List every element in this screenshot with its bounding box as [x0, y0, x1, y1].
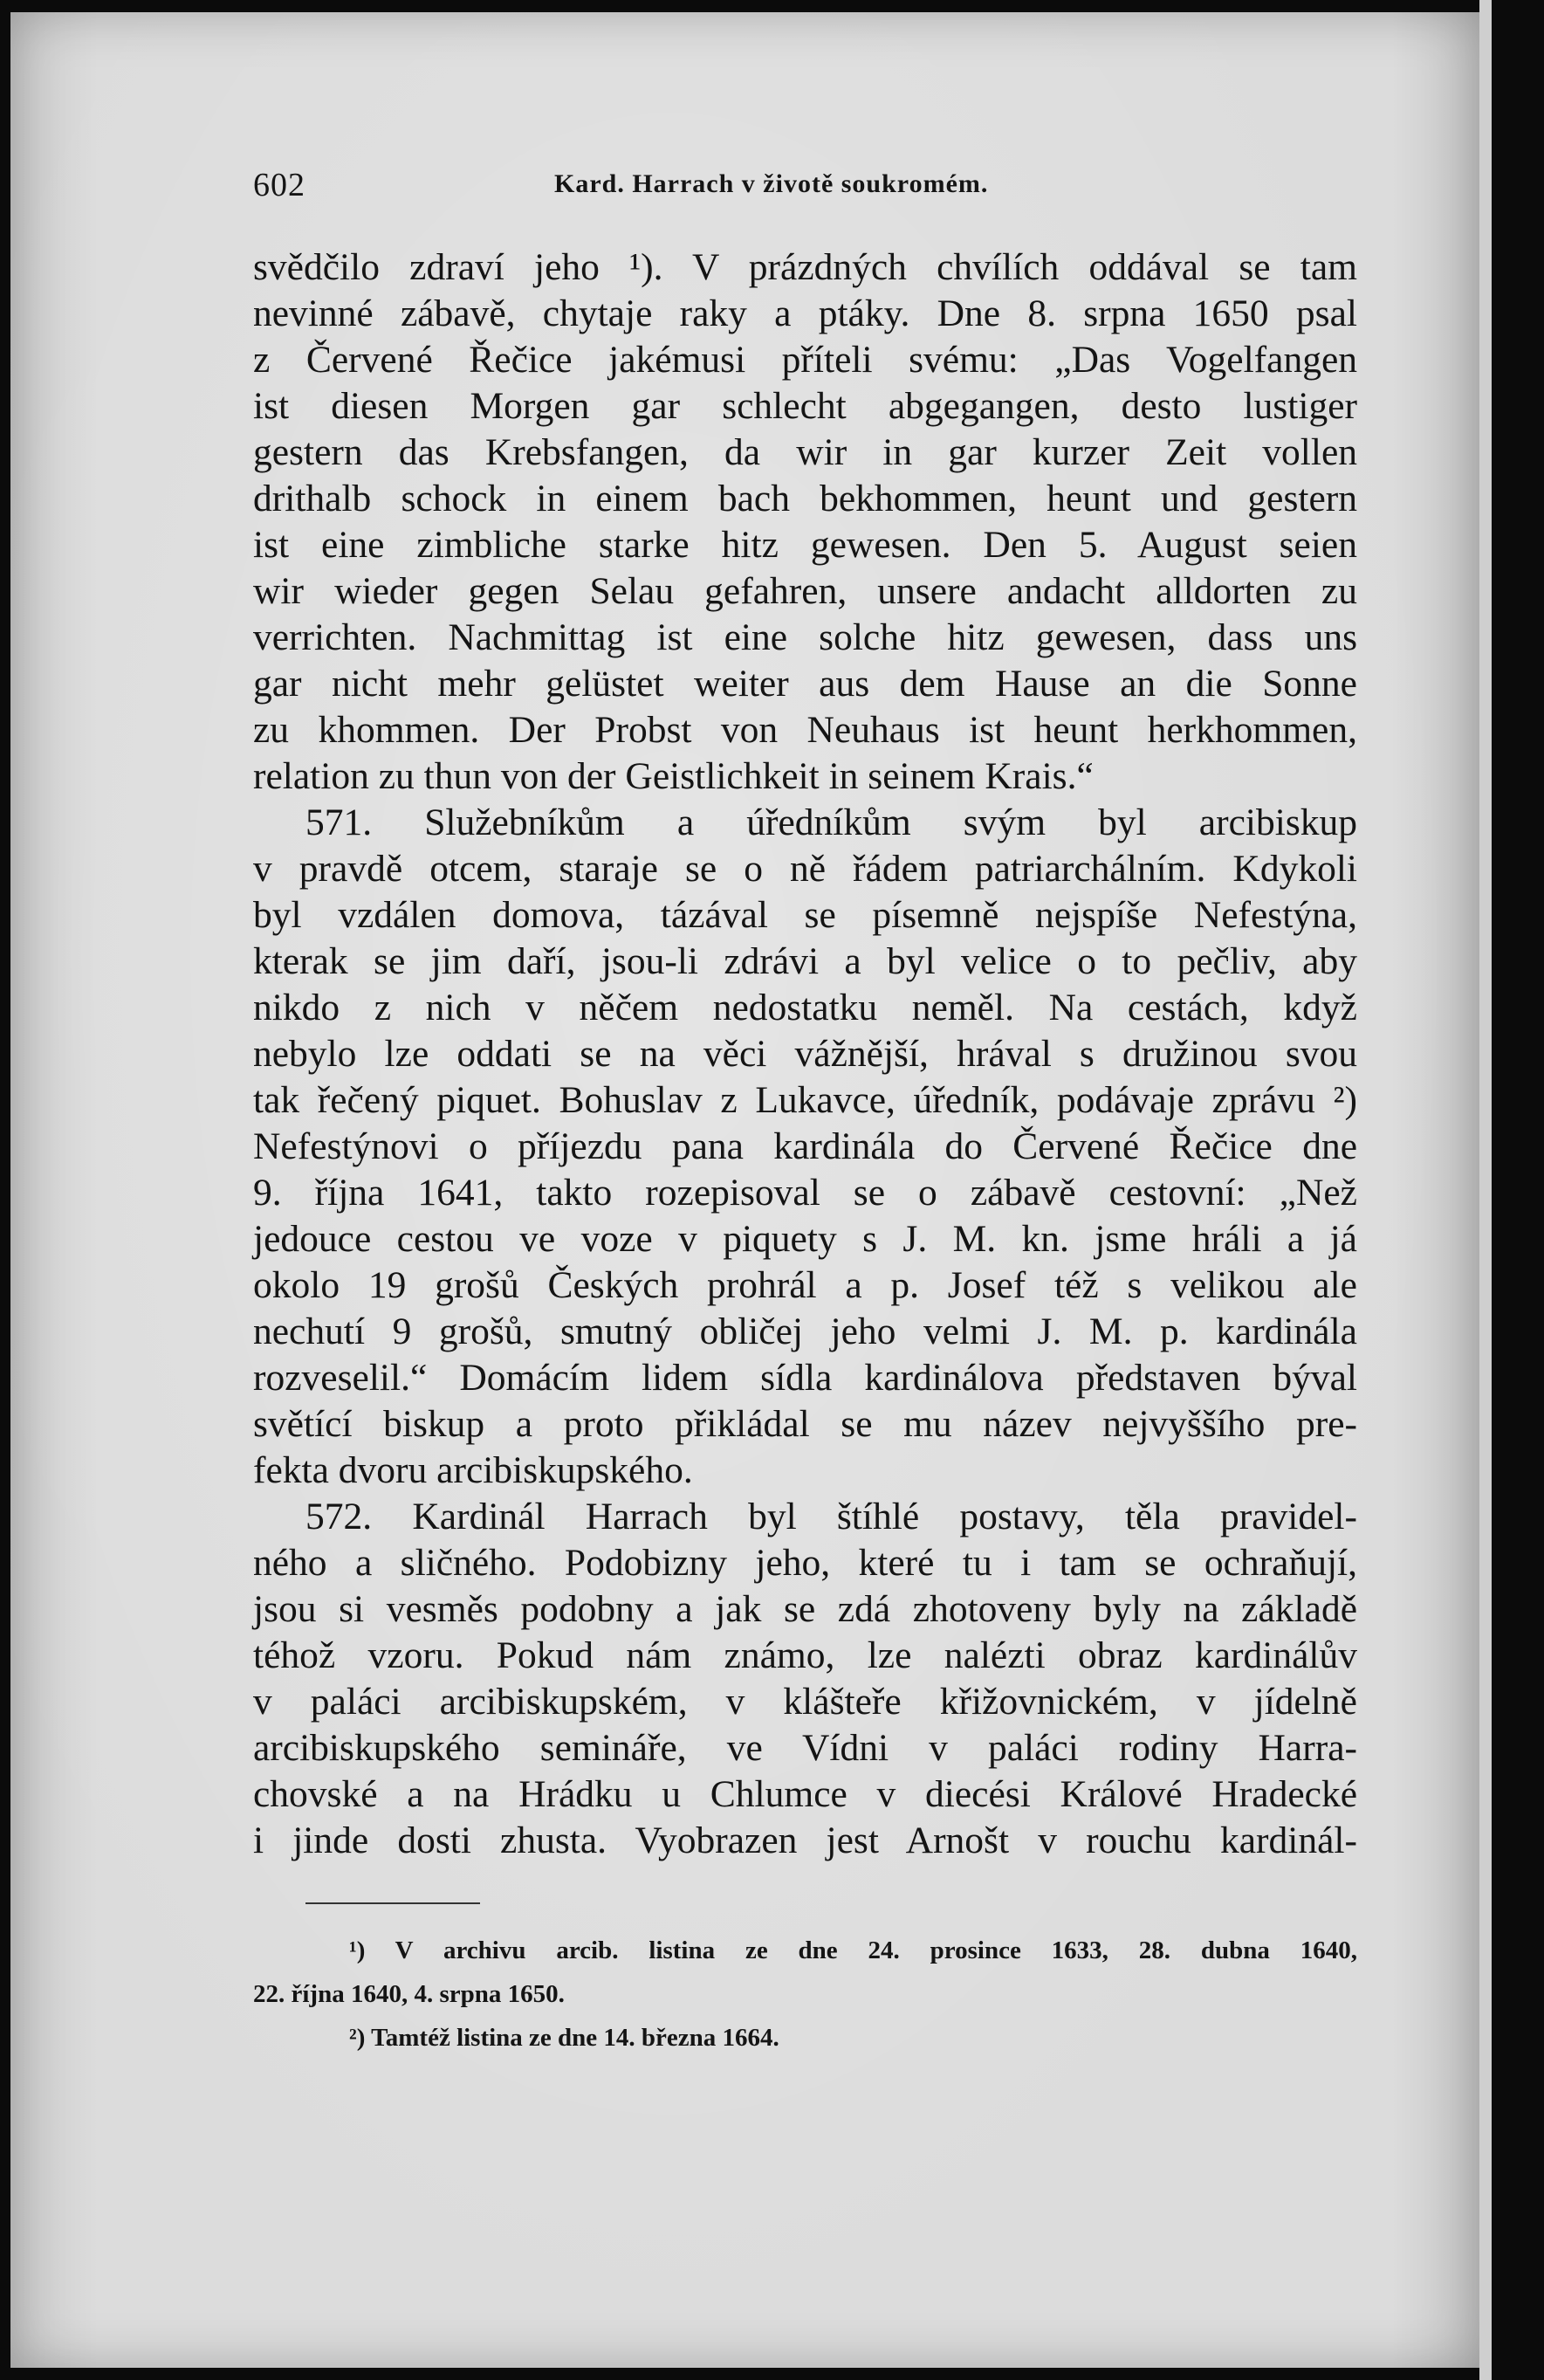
text-line: z Červené Řečice jakémusi příteli svému: „Das Vogelfangen: [253, 339, 1357, 381]
paragraph-start: 572. Kardinál Harrach byl štíhlé postavy, těla pravidel-: [305, 1496, 1357, 1537]
text-line: gar nicht mehr gelüstet weiter aus dem Hause an die Sonne: [253, 663, 1357, 705]
text-line: nevinné zábavě, chytaje raky a ptáky. Dne 8. srpna 1650 psal: [253, 292, 1357, 334]
text-line: tak řečený piquet. Bohuslav z Lukavce, úředník, podávaje zprávu ²): [253, 1079, 1357, 1121]
text-line: Nefestýnovi o příjezdu pana kardinála do Červené Řečice dne: [253, 1125, 1357, 1167]
text-line: nebylo lze oddati se na věci vážnější, hrával s družinou svou: [253, 1033, 1357, 1075]
text-line: byl vzdálen domova, tázával se písemně nejspíše Nefestýna,: [253, 894, 1357, 936]
footnote: ¹) V archivu arcib. listina ze dne 24. prosince 1633, 28. dubna 1640,: [349, 1936, 1357, 1964]
text-line: svědčilo zdraví jeho ¹). V prázdných chvílích oddával se tam: [253, 246, 1357, 288]
footnotes: [253, 1929, 1357, 2060]
text-line: téhož vzoru. Pokud nám známo, lze nalézti obraz kardinálův: [253, 1634, 1357, 1676]
text-line: ist diesen Morgen gar schlecht abgegangen, desto lustiger: [253, 385, 1357, 427]
text-line: gestern das Krebsfangen, da wir in gar kurzer Zeit vollen: [253, 431, 1357, 473]
footnote: ²) Tamtéž listina ze dne 14. března 1664.: [349, 2024, 779, 2052]
text-line: kterak se jim daří, jsou-li zdrávi a byl velice o to pečliv, aby: [253, 940, 1357, 982]
text-line: jsou si vesměs podobny a jak se zdá zhotoveny byly na základě: [253, 1588, 1357, 1630]
text-line: okolo 19 grošů Českých prohrál a p. Josef též s velikou ale: [253, 1264, 1357, 1306]
body-text: [253, 244, 1357, 1864]
text-line: 9. října 1641, takto rozepisoval se o zábavě cestovní: „Než: [253, 1172, 1357, 1214]
running-title: Kard. Harrach v životě soukromém.: [554, 169, 989, 198]
page-number: 602: [253, 167, 305, 203]
page-edge: [1479, 0, 1492, 2380]
book-page: [253, 166, 1357, 2060]
footnote-continuation: 22. října 1640, 4. srpna 1650.: [253, 1980, 565, 2008]
paragraph-start: 571. Služebníkům a úředníkům svým byl arcibiskup: [305, 801, 1357, 843]
text-line: relation zu thun von der Geistlichkeit in seinem Krais.“: [253, 755, 1094, 797]
text-line: fekta dvoru arcibiskupského.: [253, 1449, 693, 1491]
text-line: v paláci arcibiskupském, v klášteře křižovnickém, v jídelně: [253, 1681, 1357, 1723]
text-line: chovské a na Hrádku u Chlumce v diecési Králové Hradecké: [253, 1773, 1357, 1815]
text-line: verrichten. Nachmittag ist eine solche hitz gewesen, dass uns: [253, 616, 1357, 658]
text-line: arcibiskupského semináře, ve Vídni v paláci rodiny Harra-: [253, 1727, 1357, 1769]
text-line: nechutí 9 grošů, smutný obličej jeho velmi J. M. p. kardinála: [253, 1310, 1357, 1352]
text-line: světící biskup a proto přikládal se mu název nejvyššího pre-: [253, 1403, 1357, 1445]
text-line: ného a sličného. Podobizny jeho, které tu i tam se ochraňují,: [253, 1542, 1357, 1584]
text-line: ist eine zimbliche starke hitz gewesen. Den 5. August seien: [253, 524, 1357, 566]
text-line: wir wieder gegen Selau gefahren, unsere andacht alldorten zu: [253, 570, 1357, 612]
page-header: [253, 166, 1357, 210]
text-line: drithalb schock in einem bach bekhommen, heunt und gestern: [253, 478, 1357, 519]
text-line: jedouce cestou ve voze v piquety s J. M. kn. jsme hráli a já: [253, 1218, 1357, 1260]
footnote-divider: [305, 1902, 480, 1904]
text-line: v pravdě otcem, staraje se o ně řádem patriarchálním. Kdykoli: [253, 848, 1357, 890]
text-line: zu khommen. Der Probst von Neuhaus ist heunt herkhommen,: [253, 709, 1357, 751]
text-line: i jinde dosti zhusta. Vyobrazen jest Arnošt v rouchu kardinál-: [253, 1819, 1357, 1861]
text-line: nikdo z nich v něčem nedostatku neměl. Na cestách, když: [253, 987, 1357, 1028]
text-line: rozveselil.“ Domácím lidem sídla kardinálova představen býval: [253, 1357, 1357, 1399]
